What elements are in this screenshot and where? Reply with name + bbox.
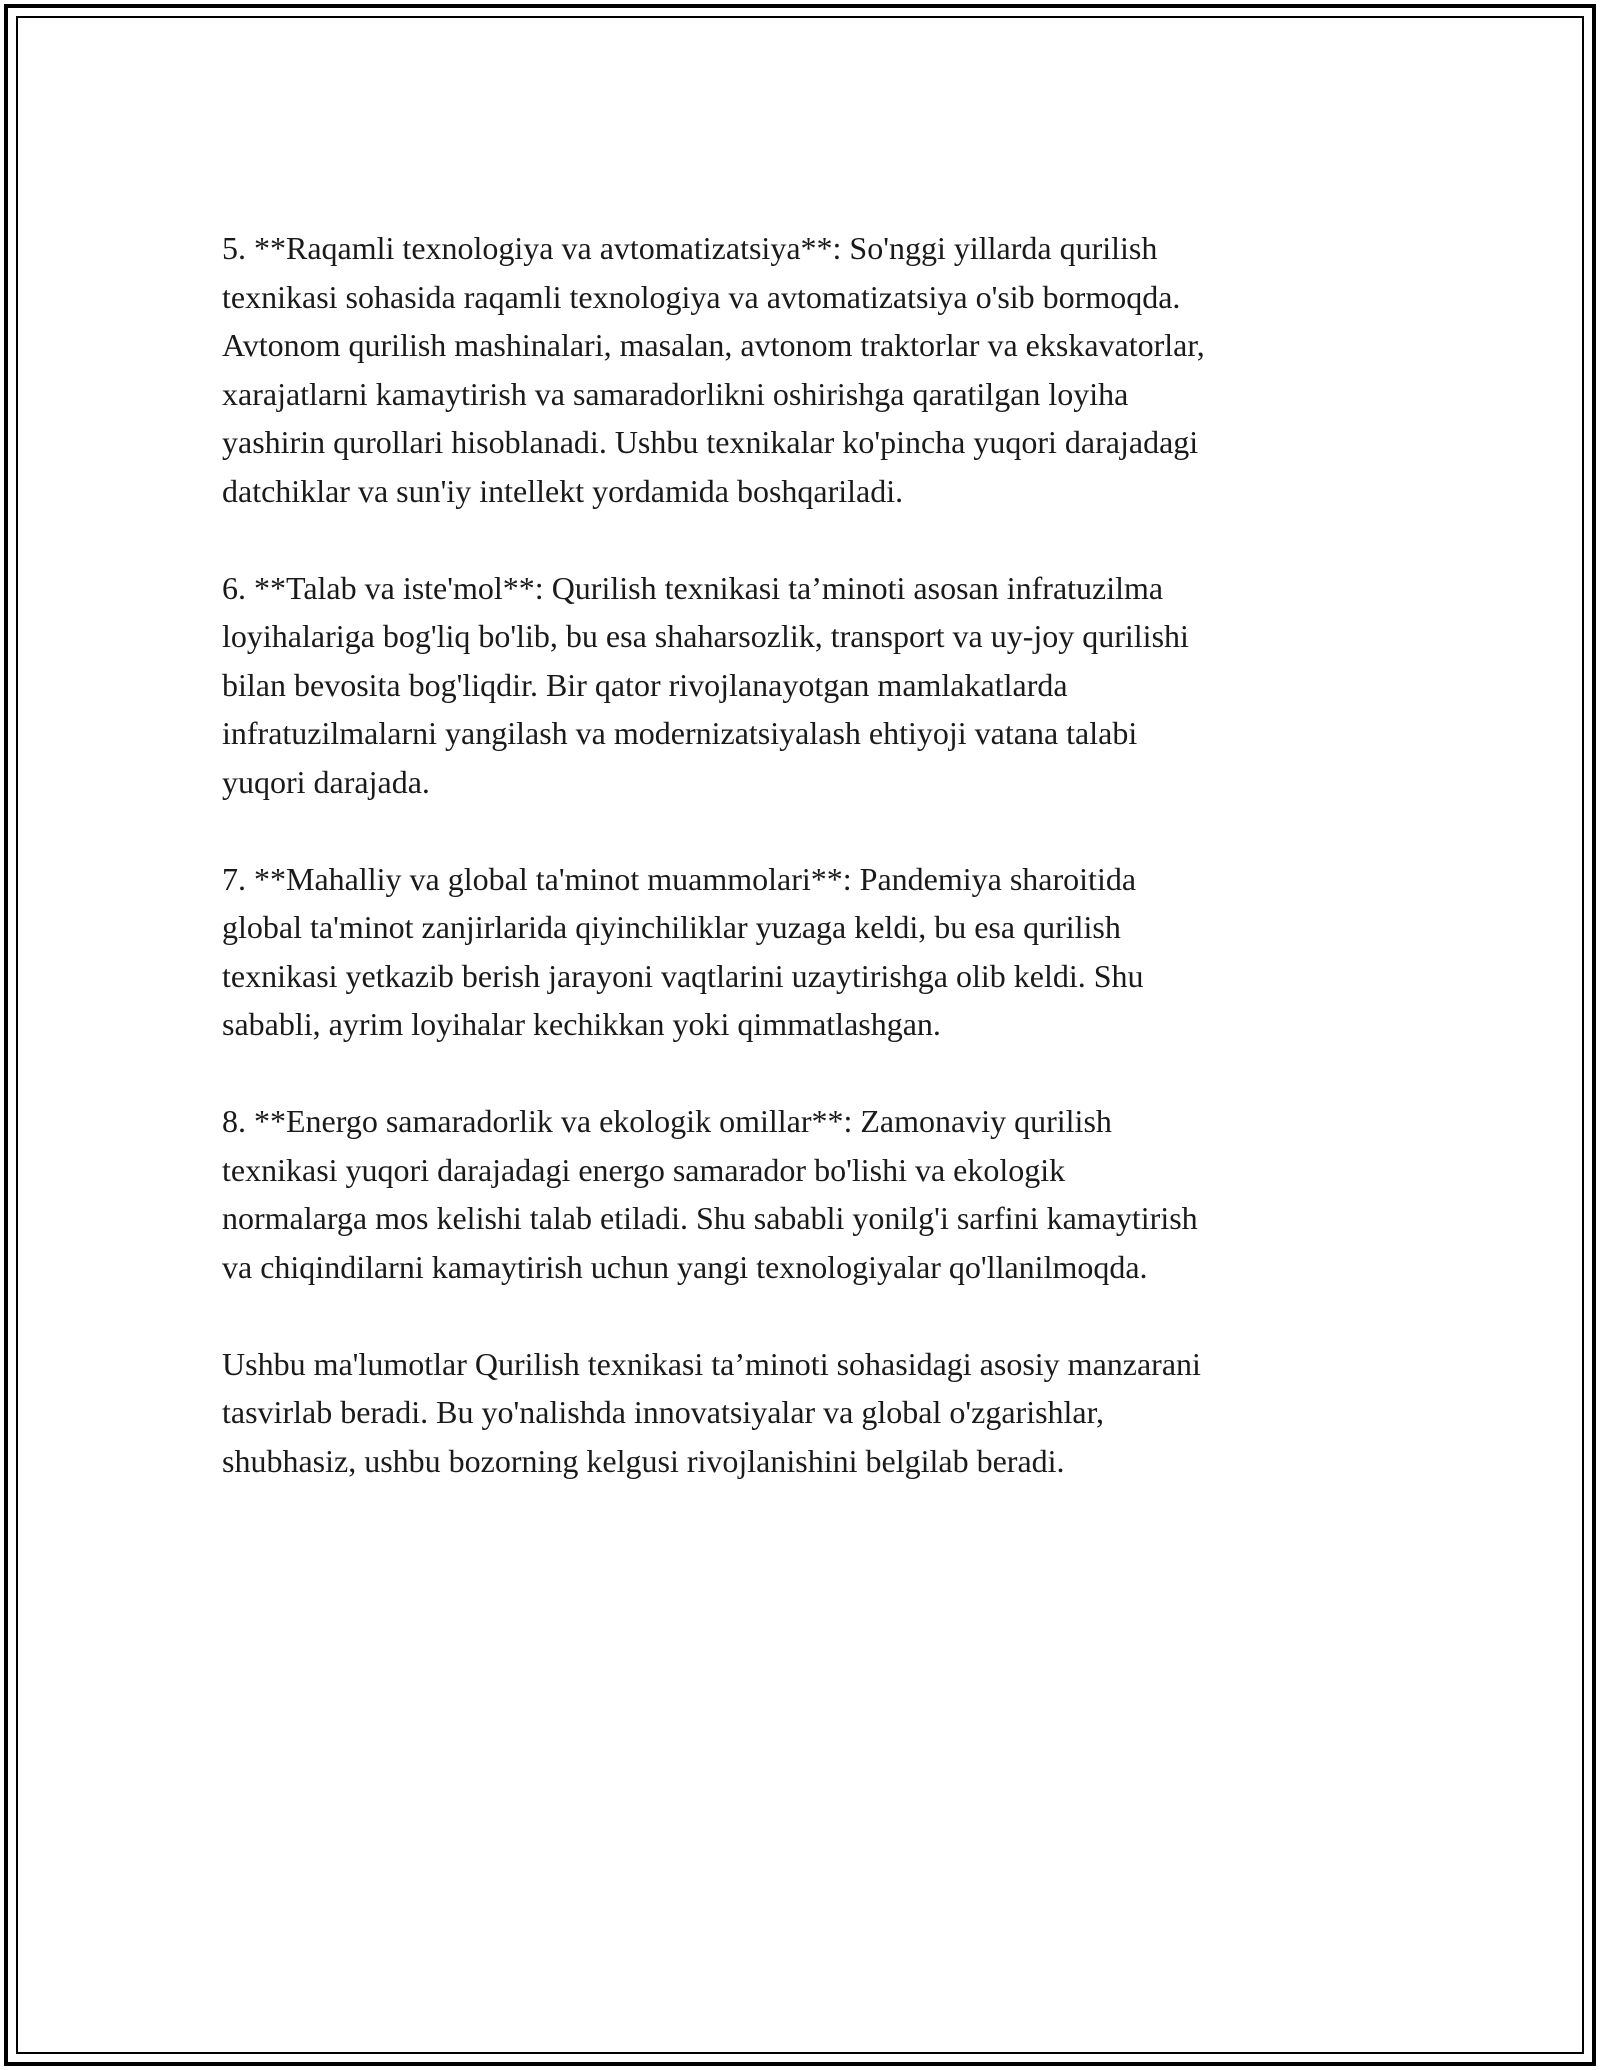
paragraph-digital-technology: 5. **Raqamli texnologiya va avtomatizatsiya**: So'nggi yillarda qurilish texnikasi sohasida raqamli texnologiya va avtomatizatsiya o'sib bormoqda. Avtonom qurilish mashinalari, masalan, avtonom traktorlar va ekskavatorlar, xarajatlarni kamaytirish va samaradorlikni oshirishga qaratilgan loyiha yashirin qurollari hisoblanadi. Ushbu texnikalar ko'pincha yuqori darajadagi datchiklar va sun'iy intellekt yordamida boshqariladi. [222,230,1205,509]
paragraph-demand-consumption: 6. **Talab va iste'mol**: Qurilish texnikasi ta’minoti asosan infratuzilma loyihalariga bog'liq bo'lib, bu esa shaharsozlik, transport va uy-joy qurilishi bilan bevosita bog'liqdir. Bir qator rivojlanayotgan mamlakatlarda infratuzilmalarni yangilash va modernizatsiyalash ehtiyoji vatana talabi yuqori darajada. [222,569,1189,800]
paragraph-conclusion: Ushbu ma'lumotlar Qurilish texnikasi ta’minoti sohasidagi asosiy manzarani tasvirlab beradi. Bu yo'nalishda innovatsiyalar va global o'zgarishlar, shubhasiz, ushbu bozorning kelgusi rivojlanishini belgilab beradi. [222,1345,1201,1479]
paragraph-supply-problems: 7. **Mahalliy va global ta'minot muammolari**: Pandemiya sharoitida global ta'minot zanjirlarida qiyinchiliklar yuzaga keldi, bu esa qurilish texnikasi yetkazib berish jarayoni vaqtlarini uzaytirishga olib keldi. Shu sababli, ayrim loyihalar kechikkan yoki qimmatlashgan. [222,860,1144,1042]
paragraph-energy-ecology: 8. **Energo samaradorlik va ekologik omillar**: Zamonaviy qurilish texnikasi yuqori darajadagi energo samarador bo'lishi va ekologik normalarga mos kelishi talab etiladi. Shu sababli yonilg'i sarfini kamaytirish va chiqindilarni kamaytirish uchun yangi texnologiyalar qo'llanilmoqda. [222,1103,1198,1285]
document-body [222,224,1382,1485]
